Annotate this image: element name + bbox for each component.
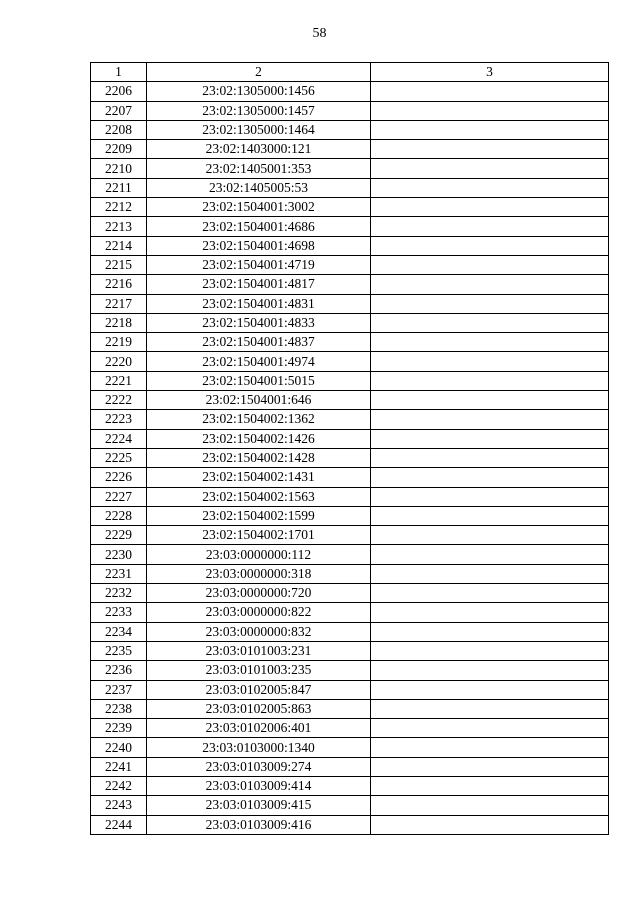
row-number-cell: 2237 [91,680,147,699]
row-number-cell: 2241 [91,757,147,776]
note-cell [371,506,609,525]
cadastral-number-cell: 23:03:0101003:231 [147,641,371,660]
cadastral-number-cell: 23:03:0102005:847 [147,680,371,699]
cadastral-number-cell: 23:03:0103000:1340 [147,738,371,757]
note-cell [371,313,609,332]
note-cell [371,120,609,139]
column-header-3: 3 [371,63,609,82]
row-number-cell: 2242 [91,776,147,795]
note-cell [371,255,609,274]
column-header-1: 1 [91,63,147,82]
cadastral-number-cell: 23:02:1305000:1457 [147,101,371,120]
table-row [91,352,609,371]
cadastral-number-cell: 23:03:0000000:832 [147,622,371,641]
note-cell [371,776,609,795]
cadastral-number-cell: 23:02:1405005:53 [147,178,371,197]
note-cell [371,275,609,294]
cadastral-number-cell: 23:03:0101003:235 [147,661,371,680]
table-row [91,468,609,487]
row-number-cell: 2228 [91,506,147,525]
cadastral-number-cell: 23:02:1504001:4833 [147,313,371,332]
note-cell [371,468,609,487]
data-table [90,62,609,835]
row-number-cell: 2224 [91,429,147,448]
table-row [91,371,609,390]
row-number-cell: 2233 [91,603,147,622]
note-cell [371,796,609,815]
cadastral-number-cell: 23:02:1504001:4698 [147,236,371,255]
note-cell [371,603,609,622]
note-cell [371,719,609,738]
cadastral-number-cell: 23:02:1504001:4719 [147,255,371,274]
cadastral-number-cell: 23:02:1504001:5015 [147,371,371,390]
cadastral-number-cell: 23:02:1504002:1563 [147,487,371,506]
cadastral-number-cell: 23:03:0102005:863 [147,699,371,718]
table-row [91,198,609,217]
note-cell [371,545,609,564]
note-cell [371,448,609,467]
cadastral-number-cell: 23:02:1403000:121 [147,140,371,159]
table-row [91,294,609,313]
note-cell [371,584,609,603]
cadastral-number-cell: 23:03:0103009:415 [147,796,371,815]
row-number-cell: 2210 [91,159,147,178]
cadastral-number-cell: 23:02:1504001:4817 [147,275,371,294]
table-row [91,217,609,236]
note-cell [371,564,609,583]
table-row [91,275,609,294]
table-row [91,699,609,718]
note-cell [371,140,609,159]
table-row [91,545,609,564]
table-row [91,622,609,641]
row-number-cell: 2219 [91,333,147,352]
note-cell [371,82,609,101]
row-number-cell: 2217 [91,294,147,313]
table-body [91,82,609,835]
table-row [91,429,609,448]
note-cell [371,410,609,429]
table-row [91,796,609,815]
cadastral-number-cell: 23:02:1504001:4974 [147,352,371,371]
table-row [91,159,609,178]
cadastral-number-cell: 23:02:1504001:646 [147,391,371,410]
note-cell [371,526,609,545]
table-row [91,236,609,255]
note-cell [371,333,609,352]
table-row [91,391,609,410]
row-number-cell: 2244 [91,815,147,834]
row-number-cell: 2209 [91,140,147,159]
table-row [91,313,609,332]
table-row [91,526,609,545]
note-cell [371,641,609,660]
table-row [91,448,609,467]
row-number-cell: 2226 [91,468,147,487]
note-cell [371,352,609,371]
table-row [91,333,609,352]
table-row [91,101,609,120]
table-row [91,776,609,795]
row-number-cell: 2229 [91,526,147,545]
note-cell [371,159,609,178]
row-number-cell: 2232 [91,584,147,603]
note-cell [371,217,609,236]
row-number-cell: 2225 [91,448,147,467]
cadastral-number-cell: 23:02:1504002:1426 [147,429,371,448]
table-row [91,487,609,506]
cadastral-number-cell: 23:02:1504001:4686 [147,217,371,236]
row-number-cell: 2220 [91,352,147,371]
cadastral-number-cell: 23:03:0000000:720 [147,584,371,603]
row-number-cell: 2212 [91,198,147,217]
table-row [91,719,609,738]
row-number-cell: 2235 [91,641,147,660]
note-cell [371,680,609,699]
row-number-cell: 2223 [91,410,147,429]
cadastral-number-cell: 23:02:1504002:1362 [147,410,371,429]
table-header-row [91,63,609,82]
note-cell [371,757,609,776]
cadastral-number-cell: 23:03:0000000:318 [147,564,371,583]
cadastral-number-cell: 23:03:0102006:401 [147,719,371,738]
row-number-cell: 2238 [91,699,147,718]
note-cell [371,198,609,217]
table-row [91,140,609,159]
row-number-cell: 2216 [91,275,147,294]
cadastral-number-cell: 23:02:1504002:1428 [147,448,371,467]
cadastral-number-cell: 23:02:1305000:1464 [147,120,371,139]
row-number-cell: 2208 [91,120,147,139]
cadastral-number-cell: 23:02:1504002:1431 [147,468,371,487]
table-row [91,506,609,525]
row-number-cell: 2221 [91,371,147,390]
row-number-cell: 2207 [91,101,147,120]
cadastral-number-cell: 23:02:1504002:1599 [147,506,371,525]
table-row [91,584,609,603]
cadastral-number-cell: 23:02:1305000:1456 [147,82,371,101]
row-number-cell: 2215 [91,255,147,274]
page-number: 58 [312,26,327,41]
row-number-cell: 2243 [91,796,147,815]
cadastral-number-cell: 23:03:0103009:416 [147,815,371,834]
note-cell [371,101,609,120]
note-cell [371,699,609,718]
row-number-cell: 2240 [91,738,147,757]
row-number-cell: 2231 [91,564,147,583]
table-row [91,603,609,622]
table-row [91,641,609,660]
note-cell [371,661,609,680]
cadastral-number-cell: 23:02:1504001:4831 [147,294,371,313]
cadastral-number-cell: 23:02:1405001:353 [147,159,371,178]
note-cell [371,391,609,410]
table-row [91,661,609,680]
table-row [91,738,609,757]
table-row [91,410,609,429]
cadastral-number-cell: 23:03:0000000:112 [147,545,371,564]
row-number-cell: 2234 [91,622,147,641]
cadastral-number-cell: 23:03:0000000:822 [147,603,371,622]
table-row [91,680,609,699]
cadastral-number-cell: 23:02:1504001:4837 [147,333,371,352]
cadastral-number-cell: 23:02:1504001:3002 [147,198,371,217]
table-row [91,564,609,583]
row-number-cell: 2211 [91,178,147,197]
row-number-cell: 2218 [91,313,147,332]
table-row [91,757,609,776]
note-cell [371,487,609,506]
cadastral-number-cell: 23:03:0103009:274 [147,757,371,776]
row-number-cell: 2236 [91,661,147,680]
note-cell [371,815,609,834]
cadastral-number-cell: 23:02:1504002:1701 [147,526,371,545]
note-cell [371,236,609,255]
table-row [91,120,609,139]
note-cell [371,294,609,313]
note-cell [371,429,609,448]
row-number-cell: 2206 [91,82,147,101]
table-row [91,178,609,197]
row-number-cell: 2214 [91,236,147,255]
row-number-cell: 2227 [91,487,147,506]
cadastral-number-cell: 23:03:0103009:414 [147,776,371,795]
table-row [91,255,609,274]
note-cell [371,738,609,757]
note-cell [371,371,609,390]
row-number-cell: 2230 [91,545,147,564]
note-cell [371,178,609,197]
row-number-cell: 2222 [91,391,147,410]
row-number-cell: 2239 [91,719,147,738]
row-number-cell: 2213 [91,217,147,236]
column-header-2: 2 [147,63,371,82]
table-row [91,815,609,834]
note-cell [371,622,609,641]
table-row [91,82,609,101]
